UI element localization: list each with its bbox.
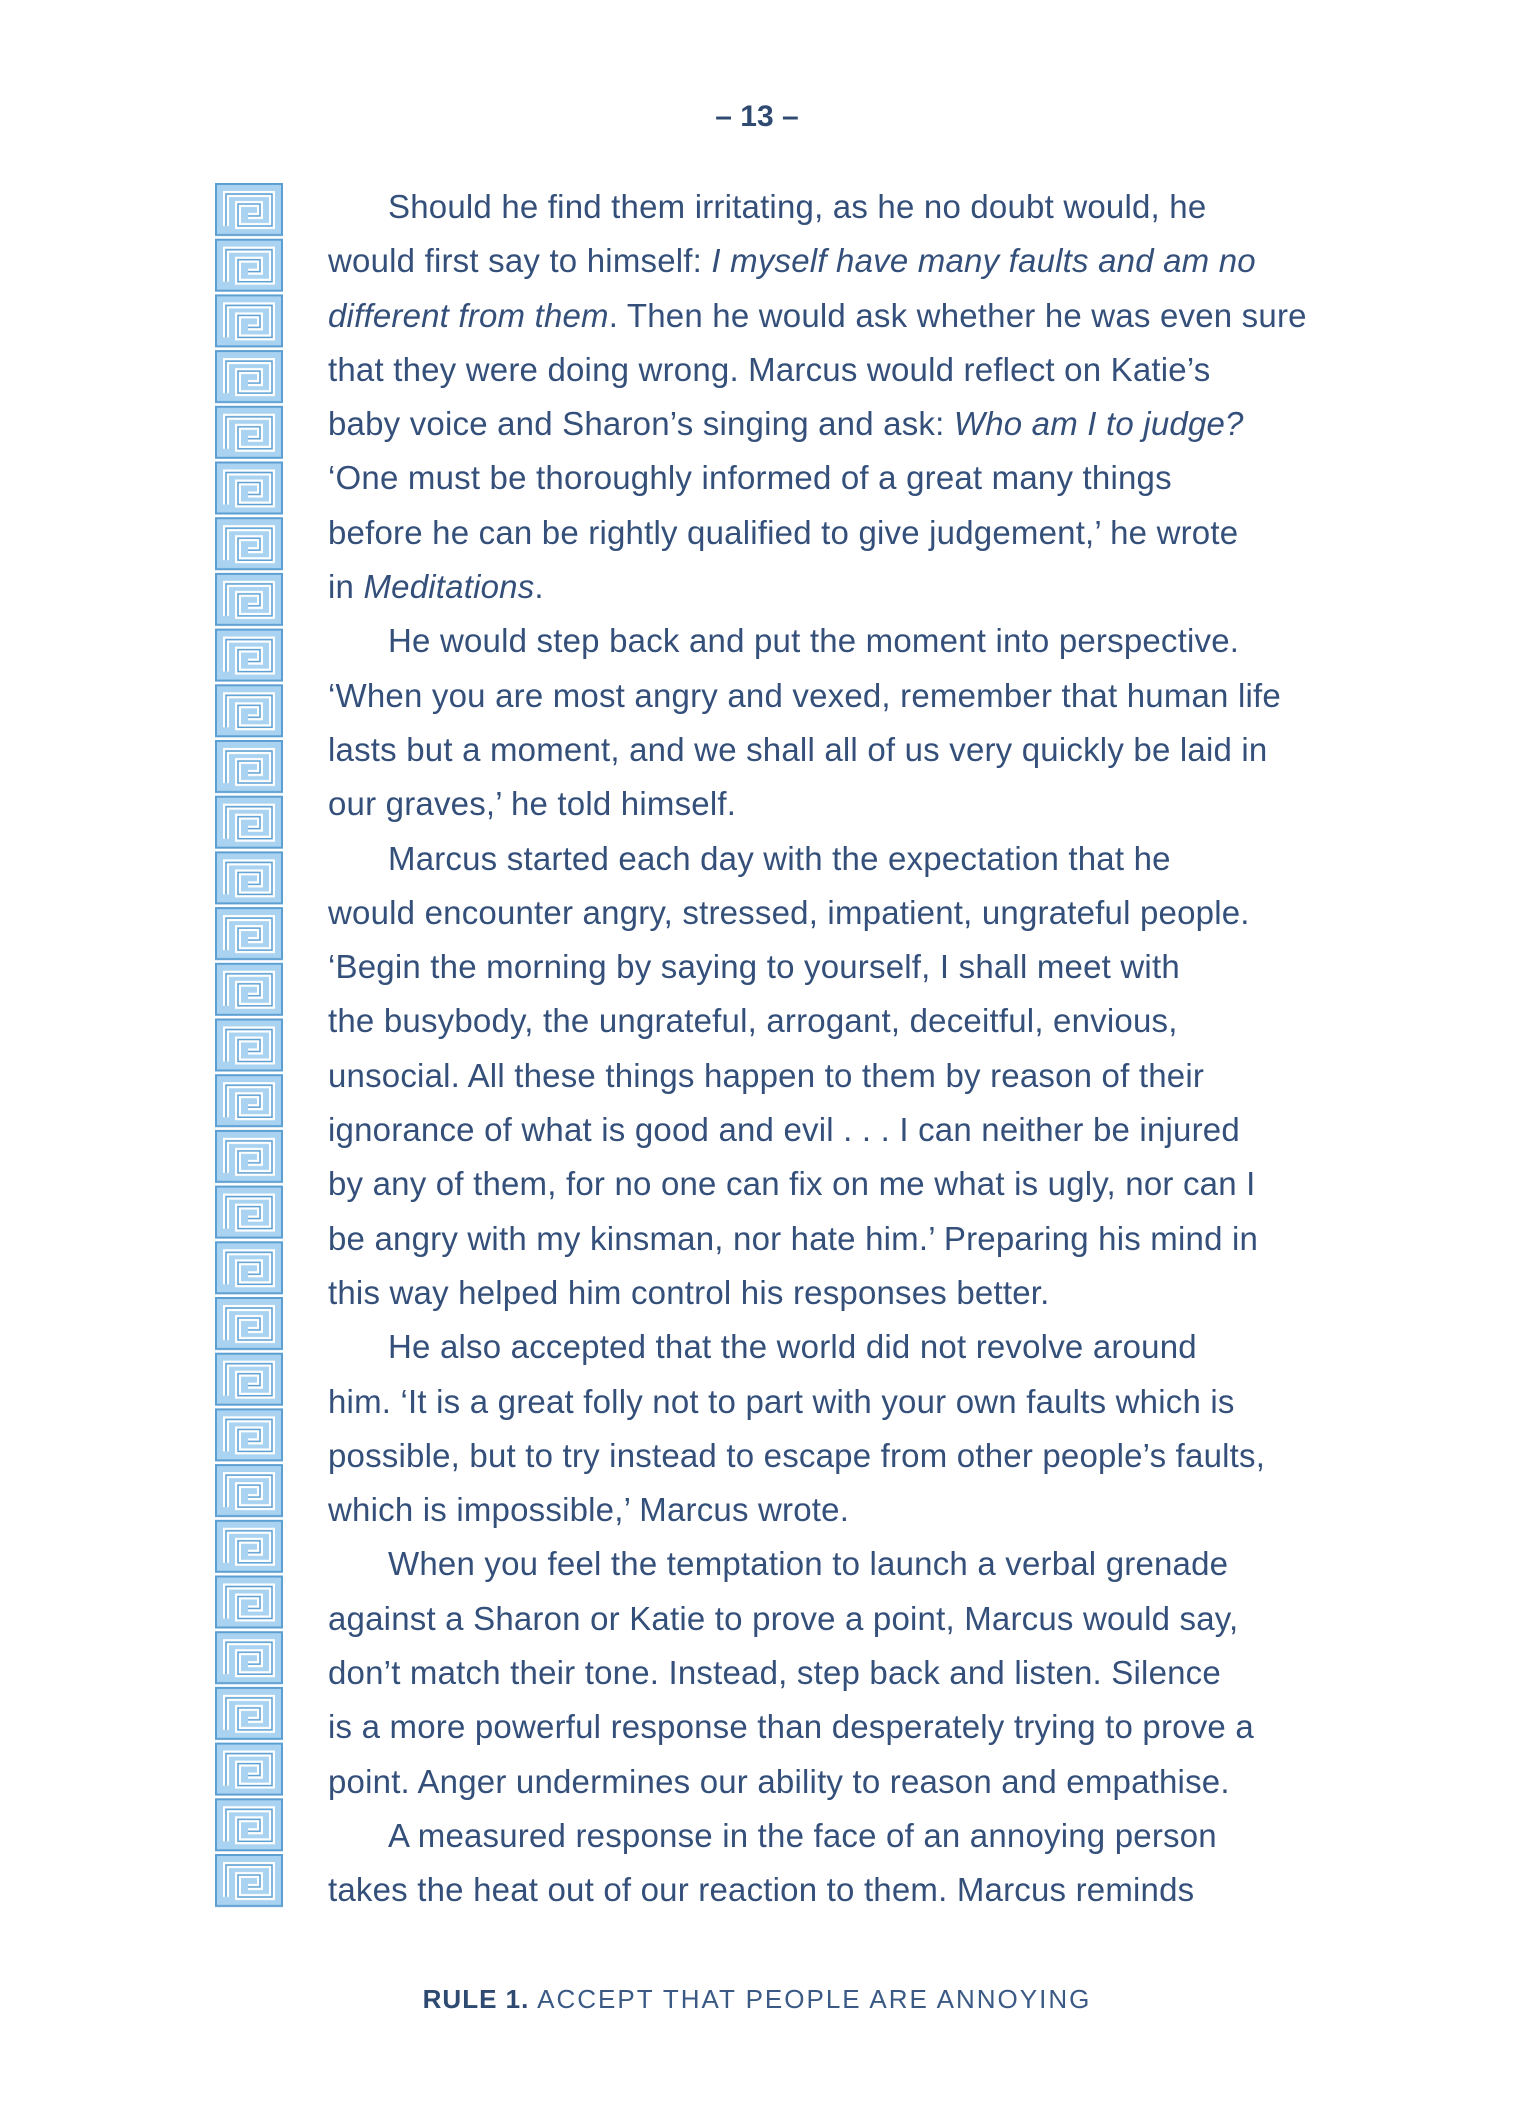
text-segment: possible, but to try instead to escape from other people’s faults, xyxy=(328,1436,1266,1474)
text-line xyxy=(328,614,1378,668)
text-segment: that they were doing wrong. Marcus would reflect on Katie’s xyxy=(328,350,1211,388)
text-segment: A measured response in the face of an annoying person xyxy=(388,1816,1217,1854)
text-segment: him. ‘It is a great folly not to part with your own faults which is xyxy=(328,1382,1235,1420)
text-segment: by any of them, for no one can fix on me what is ugly, nor can I xyxy=(328,1165,1256,1203)
text-segment: against a Sharon or Katie to prove a point, Marcus would say, xyxy=(328,1599,1239,1637)
text-segment: don’t match their tone. Instead, step back and listen. Silence xyxy=(328,1654,1221,1692)
text-line xyxy=(328,1157,1378,1211)
text-segment: takes the heat out of our reaction to them. Marcus reminds xyxy=(328,1871,1195,1909)
greek-key-border xyxy=(214,182,284,1908)
footer-chapter-title: ACCEPT THAT PEOPLE ARE ANNOYING xyxy=(537,1984,1092,2014)
text-line xyxy=(328,669,1378,723)
text-line xyxy=(328,397,1378,451)
text-line xyxy=(328,940,1378,994)
running-footer xyxy=(0,1984,1514,2015)
text-line xyxy=(328,1700,1378,1754)
text-line xyxy=(328,1266,1378,1320)
text-line xyxy=(328,777,1378,831)
text-segment: before he can be rightly qualified to give judgement,’ he wrote xyxy=(328,513,1239,551)
italic-text: different from them xyxy=(328,296,609,334)
text-segment: is a more powerful response than desperately trying to prove a xyxy=(328,1708,1254,1746)
text-segment: in xyxy=(328,568,364,606)
text-line xyxy=(328,886,1378,940)
text-line xyxy=(328,1049,1378,1103)
text-line xyxy=(328,994,1378,1048)
text-line xyxy=(328,1863,1378,1917)
text-line xyxy=(328,1809,1378,1863)
text-line xyxy=(328,1320,1378,1374)
text-segment: He also accepted that the world did not revolve around xyxy=(388,1328,1197,1366)
text-line xyxy=(328,723,1378,777)
text-line xyxy=(328,506,1378,560)
italic-text: I myself have many faults and am no xyxy=(711,242,1256,280)
text-segment: point. Anger undermines our ability to reason and empathise. xyxy=(328,1762,1230,1800)
text-segment: . Then he would ask whether he was even sure xyxy=(608,296,1307,334)
text-segment: would first say to himself: xyxy=(328,242,712,280)
text-segment: which is impossible,’ Marcus wrote. xyxy=(328,1491,850,1529)
text-line xyxy=(328,451,1378,505)
text-line xyxy=(328,1483,1378,1537)
text-line xyxy=(328,1212,1378,1266)
text-segment: ‘Begin the morning by saying to yourself, I shall meet with xyxy=(328,948,1180,986)
text-segment: this way helped him control his responses better. xyxy=(328,1273,1050,1311)
body-text xyxy=(328,180,1378,1918)
text-line xyxy=(328,1375,1378,1429)
text-line xyxy=(328,1755,1378,1809)
text-line xyxy=(328,1103,1378,1157)
text-line xyxy=(328,1429,1378,1483)
text-line xyxy=(328,560,1378,614)
text-line xyxy=(328,1592,1378,1646)
text-segment: Marcus started each day with the expectation that he xyxy=(388,839,1171,877)
text-segment: ‘When you are most angry and vexed, remember that human life xyxy=(328,676,1281,714)
text-segment: ‘One must be thoroughly informed of a great many things xyxy=(328,459,1172,497)
text-line xyxy=(328,289,1378,343)
text-line xyxy=(328,1646,1378,1700)
text-segment: baby voice and Sharon’s singing and ask: xyxy=(328,405,954,443)
text-line xyxy=(328,1537,1378,1591)
text-line xyxy=(328,832,1378,886)
text-segment: our graves,’ he told himself. xyxy=(328,785,737,823)
text-segment: When you feel the temptation to launch a verbal grenade xyxy=(388,1545,1229,1583)
text-line xyxy=(328,180,1378,234)
text-segment: would encounter angry, stressed, impatient, ungrateful people. xyxy=(328,893,1250,931)
italic-text: Meditations xyxy=(363,568,535,606)
text-segment: unsocial. All these things happen to them by reason of their xyxy=(328,1056,1205,1094)
text-segment: Should he find them irritating, as he no doubt would, he xyxy=(388,188,1207,225)
page-number: – 13 – xyxy=(715,100,799,133)
text-segment: He would step back and put the moment into perspective. xyxy=(388,622,1240,660)
text-segment: be angry with my kinsman, nor hate him.’ Preparing his mind in xyxy=(328,1219,1259,1257)
text-segment: lasts but a moment, and we shall all of us very quickly be laid in xyxy=(328,730,1268,768)
footer-rule-number: RULE 1. xyxy=(422,1984,530,2014)
text-line xyxy=(328,343,1378,397)
text-segment: the busybody, the ungrateful, arrogant, deceitful, envious, xyxy=(328,1002,1178,1040)
italic-text: Who am I to judge? xyxy=(953,405,1244,443)
text-line xyxy=(328,234,1378,288)
text-segment: . xyxy=(534,568,544,606)
text-segment: ignorance of what is good and evil . . . I can neither be injured xyxy=(328,1111,1240,1149)
